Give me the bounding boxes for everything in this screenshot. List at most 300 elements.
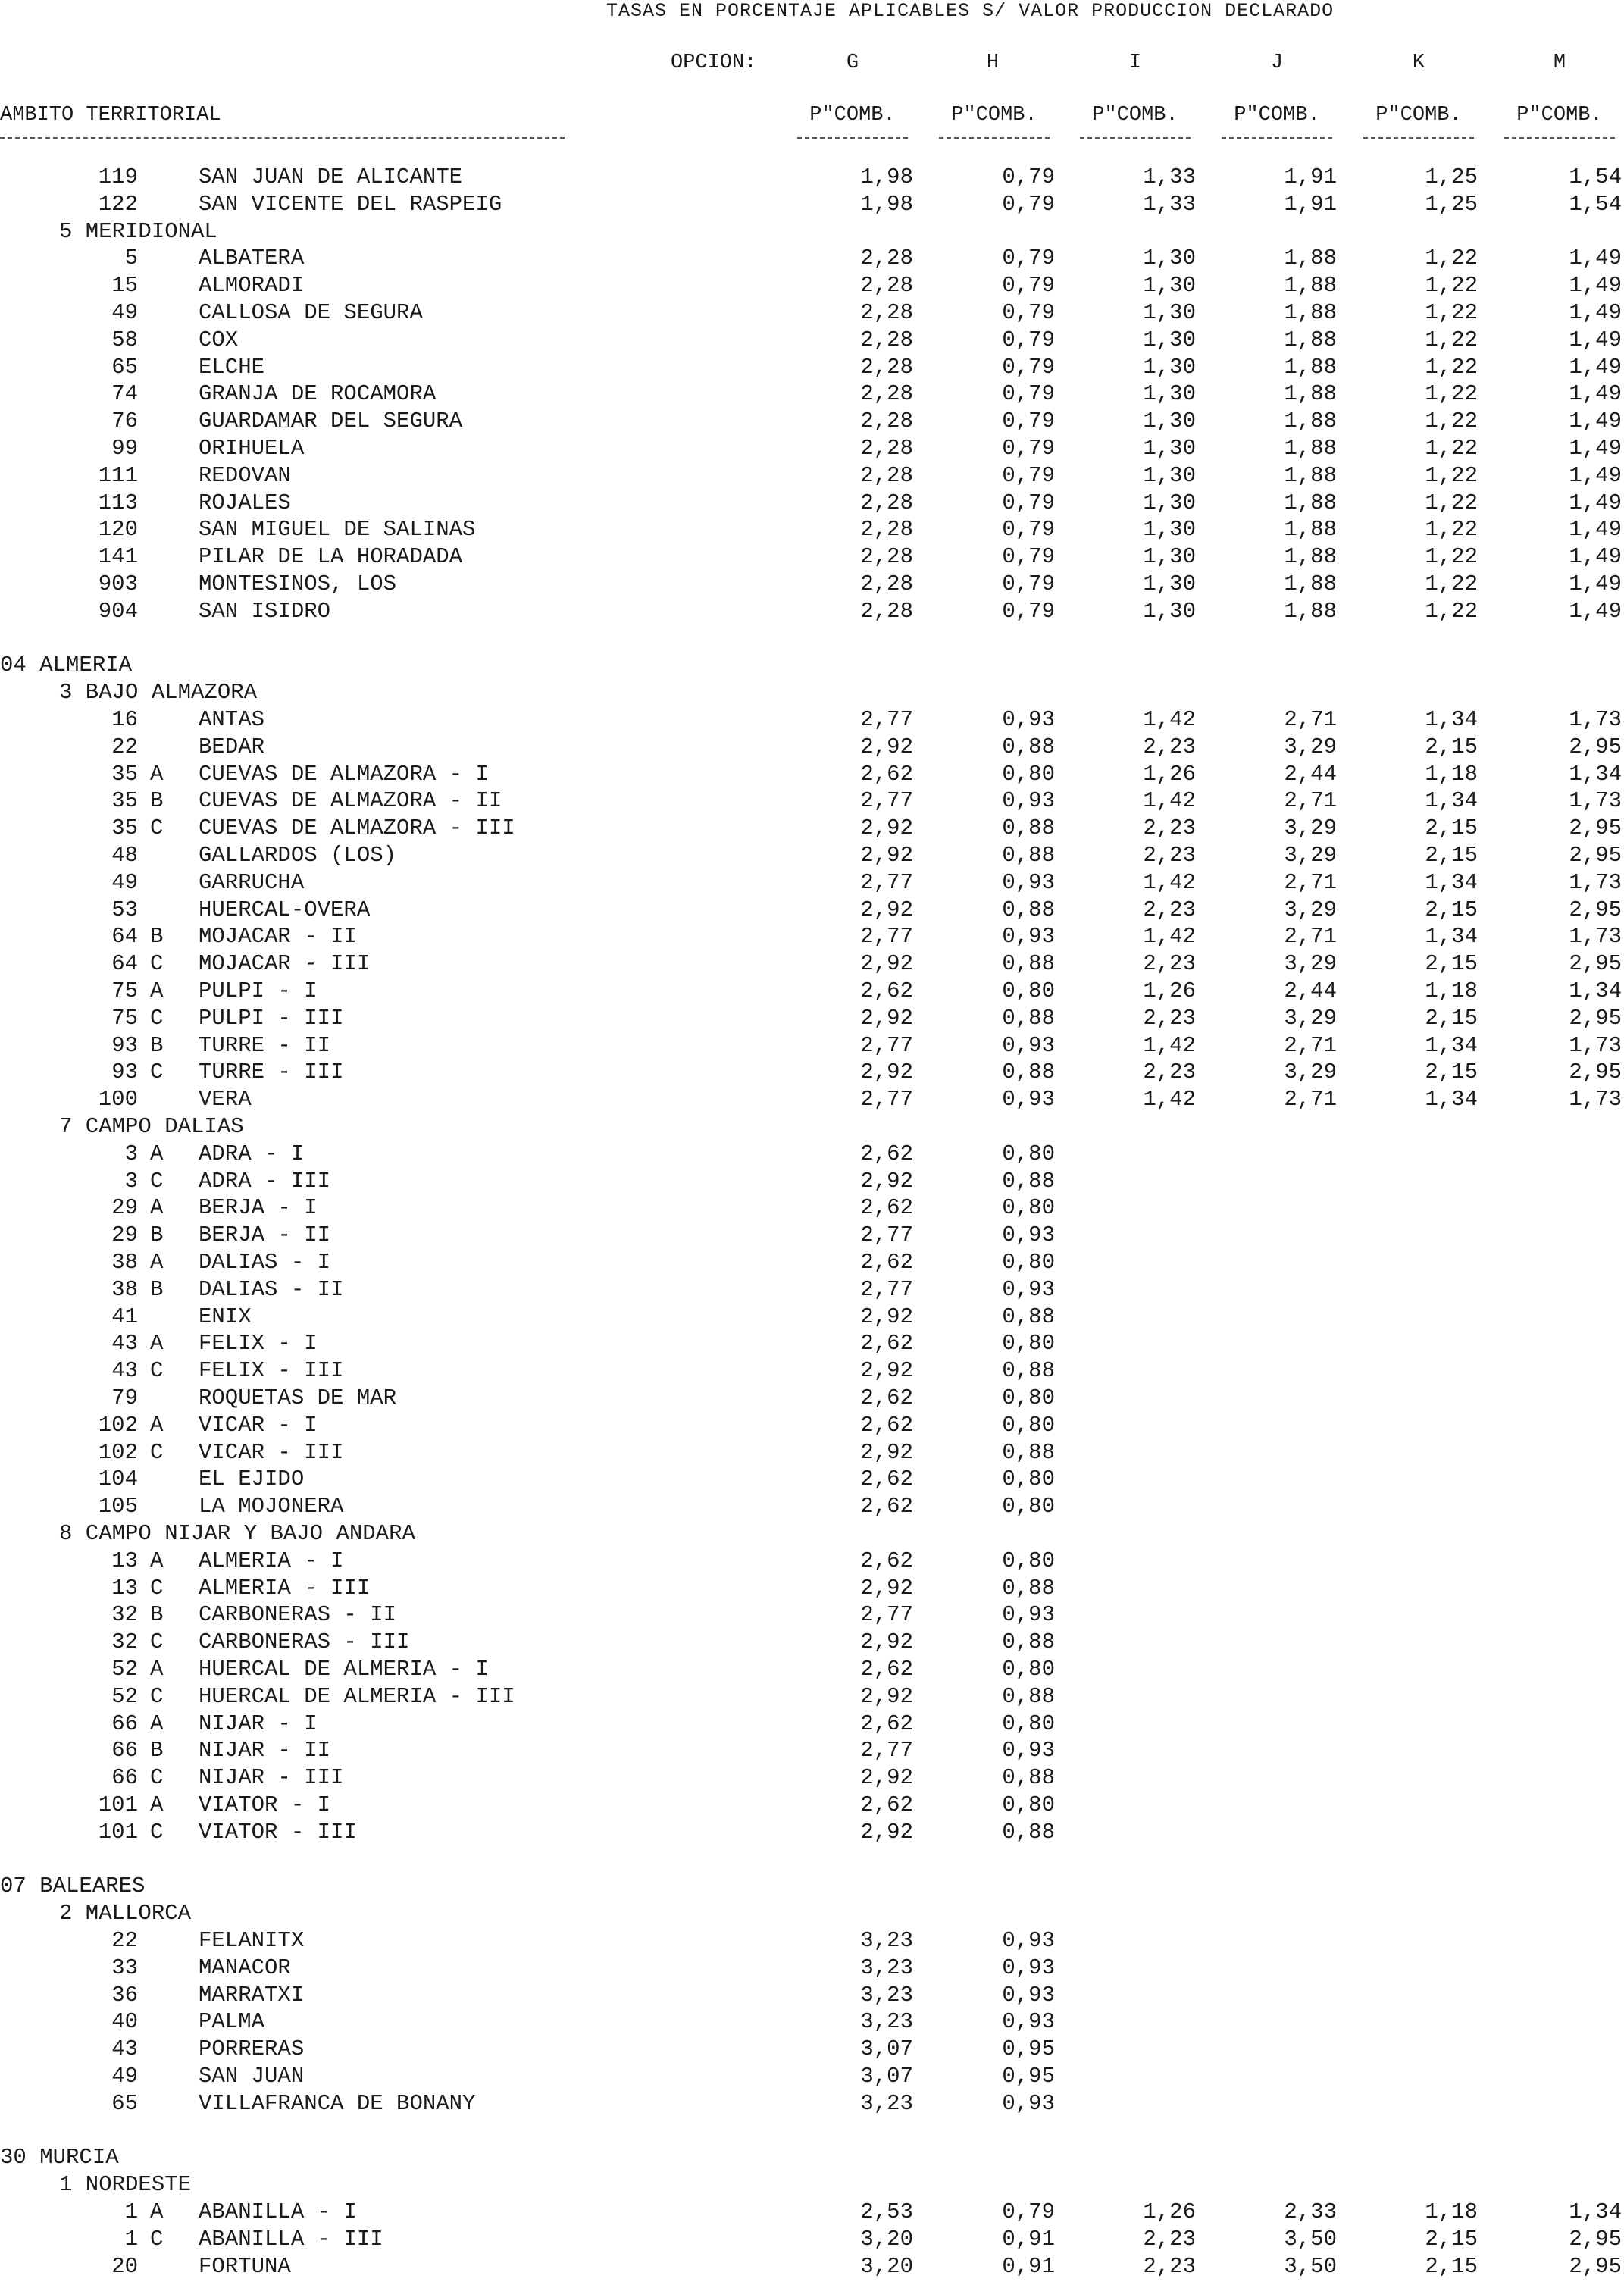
table-row [0, 355, 1624, 382]
municipality-code: 36 [111, 1983, 138, 2008]
municipality-code: 40 [111, 2009, 138, 2034]
rate-value-g: 2,77 [860, 870, 913, 895]
rate-value-j: 3,29 [1284, 897, 1337, 922]
rate-value-g: 2,77 [860, 1033, 913, 1058]
municipality-name: MOJACAR - II [199, 924, 357, 949]
municipality-code: 43 [111, 1331, 138, 1356]
municipality-name: EL EJIDO [199, 1466, 305, 1491]
rate-value-h: 0,91 [1002, 2254, 1055, 2279]
municipality-code: 904 [98, 599, 138, 624]
table-row [0, 436, 1624, 463]
blank-row [0, 1847, 1624, 1874]
municipality-code: 5 [124, 246, 138, 271]
municipality-code: 76 [111, 408, 138, 433]
table-row [0, 1657, 1624, 1684]
municipality-code: 903 [98, 571, 138, 596]
rate-value-h: 0,93 [1002, 1955, 1055, 1980]
municipality-name: GALLARDOS (LOS) [199, 843, 397, 868]
rate-value-i: 1,30 [1143, 544, 1196, 569]
table-row [0, 2064, 1624, 2091]
table-row [0, 517, 1624, 544]
rate-value-k: 1,22 [1425, 246, 1478, 271]
header-divider-i [1080, 137, 1191, 139]
pcomb-header-k: P"COMB. [1375, 104, 1462, 127]
rate-value-k: 2,15 [1425, 2254, 1478, 2279]
rate-value-g: 2,28 [860, 517, 913, 542]
table-row [0, 924, 1624, 951]
rate-value-m: 1,49 [1569, 571, 1622, 596]
municipality-name: LA MOJONERA [199, 1494, 344, 1519]
table-row [0, 1466, 1624, 1494]
header-divider [0, 137, 565, 139]
rate-value-j: 1,88 [1284, 327, 1337, 352]
rate-value-i: 1,30 [1143, 246, 1196, 271]
rate-value-g: 2,53 [860, 2199, 913, 2224]
rate-value-h: 0,93 [1002, 1087, 1055, 1112]
rate-value-g: 2,28 [860, 246, 913, 271]
rate-value-h: 0,93 [1002, 1222, 1055, 1247]
rate-value-i: 1,42 [1143, 924, 1196, 949]
table-row [0, 1304, 1624, 1332]
municipality-name: VIATOR - I [199, 1792, 331, 1817]
zone-suffix: B [150, 1033, 164, 1058]
municipality-code: 79 [111, 1385, 138, 1410]
zone-suffix: C [150, 1820, 164, 1845]
rate-value-h: 0,79 [1002, 436, 1055, 461]
municipality-name: SAN MIGUEL DE SALINAS [199, 517, 476, 542]
municipality-name: ANTAS [199, 707, 265, 732]
rate-value-j: 3,50 [1284, 2227, 1337, 2252]
table-row [0, 951, 1624, 978]
zone-suffix: A [150, 978, 164, 1003]
rate-value-h: 0,79 [1002, 300, 1055, 325]
rate-value-h: 0,80 [1002, 1385, 1055, 1410]
rate-value-g: 2,28 [860, 273, 913, 298]
page-title: TASAS EN PORCENTAJE APLICABLES S/ VALOR PRODUCCION DECLARADO [606, 0, 1335, 22]
pcomb-header-i: P"COMB. [1092, 104, 1178, 127]
rate-value-m: 1,49 [1569, 408, 1622, 433]
rate-value-m: 1,73 [1569, 1033, 1622, 1058]
rate-value-j: 1,88 [1284, 300, 1337, 325]
province-heading [0, 2145, 1624, 2172]
rate-value-h: 0,79 [1002, 571, 1055, 596]
rate-value-g: 2,62 [860, 1466, 913, 1491]
rate-value-h: 0,88 [1002, 1006, 1055, 1031]
rate-value-i: 1,42 [1143, 788, 1196, 813]
rate-value-k: 1,22 [1425, 436, 1478, 461]
heading-label: 7 CAMPO DALIAS [59, 1114, 244, 1139]
municipality-code: 13 [111, 1548, 138, 1573]
table-row [0, 1792, 1624, 1820]
municipality-code: 48 [111, 843, 138, 868]
rate-value-g: 2,77 [860, 788, 913, 813]
table-row [0, 1820, 1624, 1847]
region-heading [0, 680, 1624, 707]
rate-value-m: 1,73 [1569, 1087, 1622, 1112]
rate-value-k: 1,34 [1425, 1033, 1478, 1058]
municipality-name: SAN JUAN [199, 2064, 305, 2089]
rate-value-h: 0,80 [1002, 1413, 1055, 1438]
municipality-name: CARBONERAS - II [199, 1602, 397, 1627]
rate-value-m: 1,49 [1569, 517, 1622, 542]
municipality-code: 105 [98, 1494, 138, 1519]
municipality-name: ROJALES [199, 490, 291, 515]
rate-value-m: 1,49 [1569, 246, 1622, 271]
rate-value-g: 2,62 [860, 1548, 913, 1573]
rate-value-h: 0,80 [1002, 1250, 1055, 1275]
rate-value-k: 2,15 [1425, 1006, 1478, 1031]
municipality-name: FORTUNA [199, 2254, 291, 2279]
municipality-name: SAN JUAN DE ALICANTE [199, 164, 463, 189]
heading-label: 3 BAJO ALMAZORA [59, 680, 258, 705]
rate-value-g: 2,28 [860, 544, 913, 569]
zone-suffix: A [150, 1548, 164, 1573]
rate-value-k: 1,22 [1425, 408, 1478, 433]
rate-value-g: 2,92 [860, 1684, 913, 1709]
header-divider-h [939, 137, 1050, 139]
rate-value-h: 0,79 [1002, 355, 1055, 380]
rate-value-g: 3,23 [860, 2091, 913, 2116]
municipality-name: ELCHE [199, 355, 265, 380]
municipality-name: PULPI - I [199, 978, 318, 1003]
rate-value-h: 0,79 [1002, 544, 1055, 569]
rate-value-j: 2,71 [1284, 1087, 1337, 1112]
rate-value-g: 3,23 [860, 2009, 913, 2034]
rate-value-m: 2,95 [1569, 843, 1622, 868]
heading-label: 07 BALEARES [0, 1873, 146, 1898]
zone-suffix: A [150, 1711, 164, 1736]
zone-suffix: C [150, 1684, 164, 1709]
municipality-code: 32 [111, 1602, 138, 1627]
rate-value-m: 1,34 [1569, 762, 1622, 787]
rate-value-m: 1,49 [1569, 381, 1622, 406]
municipality-code: 66 [111, 1711, 138, 1736]
table-row [0, 1413, 1624, 1440]
municipality-code: 43 [111, 1358, 138, 1383]
municipality-code: 58 [111, 327, 138, 352]
rate-value-g: 2,28 [860, 490, 913, 515]
municipality-name: COX [199, 327, 239, 352]
rate-value-i: 1,30 [1143, 355, 1196, 380]
rate-value-g: 2,28 [860, 571, 913, 596]
zone-suffix: C [150, 1358, 164, 1383]
header-divider-g [797, 137, 908, 139]
rate-value-i: 2,23 [1143, 2227, 1196, 2252]
rate-value-h: 0,88 [1002, 1358, 1055, 1383]
municipality-name: ALMERIA - III [199, 1576, 371, 1601]
rate-value-g: 2,92 [860, 1059, 913, 1085]
municipality-name: CUEVAS DE ALMAZORA - II [199, 788, 502, 813]
table-row [0, 707, 1624, 734]
municipality-name: ADRA - I [199, 1141, 305, 1166]
rate-value-g: 2,62 [860, 762, 913, 787]
municipality-code: 35 [111, 788, 138, 813]
rate-value-i: 1,26 [1143, 2199, 1196, 2224]
municipality-name: NIJAR - II [199, 1738, 331, 1763]
municipality-code: 15 [111, 273, 138, 298]
municipality-name: CARBONERAS - III [199, 1629, 410, 1654]
rate-value-h: 0,93 [1002, 788, 1055, 813]
table-row [0, 273, 1624, 300]
rate-value-i: 2,23 [1143, 897, 1196, 922]
municipality-name: VERA [199, 1087, 252, 1112]
rate-value-h: 0,88 [1002, 951, 1055, 976]
heading-label: 2 MALLORCA [59, 1901, 192, 1926]
rate-value-h: 0,79 [1002, 517, 1055, 542]
rate-value-i: 2,23 [1143, 1006, 1196, 1031]
rate-value-g: 2,62 [860, 1792, 913, 1817]
rate-value-j: 2,44 [1284, 978, 1337, 1003]
zone-suffix: C [150, 1765, 164, 1790]
rate-value-h: 0,80 [1002, 978, 1055, 1003]
rate-value-j: 3,29 [1284, 843, 1337, 868]
rate-value-m: 1,49 [1569, 273, 1622, 298]
rate-value-m: 2,95 [1569, 951, 1622, 976]
municipality-name: HUERCAL DE ALMERIA - I [199, 1657, 489, 1682]
zone-suffix: A [150, 2199, 164, 2224]
rate-value-g: 3,23 [860, 1983, 913, 2008]
municipality-code: 35 [111, 762, 138, 787]
rate-value-h: 0,80 [1002, 1792, 1055, 1817]
municipality-code: 20 [111, 2254, 138, 2279]
rate-value-h: 0,80 [1002, 1141, 1055, 1166]
municipality-code: 49 [111, 300, 138, 325]
table-row [0, 1576, 1624, 1603]
table-row [0, 463, 1624, 490]
table-row [0, 1765, 1624, 1792]
rate-value-h: 0,88 [1002, 1304, 1055, 1329]
rate-value-j: 1,88 [1284, 571, 1337, 596]
table-row [0, 1087, 1624, 1114]
municipality-name: ALBATERA [199, 246, 305, 271]
rate-value-g: 2,92 [860, 1576, 913, 1601]
rate-value-j: 3,29 [1284, 1059, 1337, 1085]
zone-suffix: C [150, 951, 164, 976]
municipality-code: 38 [111, 1250, 138, 1275]
rate-value-k: 1,34 [1425, 788, 1478, 813]
rate-value-g: 2,77 [860, 1277, 913, 1302]
municipality-name: SAN ISIDRO [199, 599, 331, 624]
option-h-header: H [986, 52, 1000, 74]
rate-value-j: 2,71 [1284, 1033, 1337, 1058]
rate-value-g: 2,92 [860, 1169, 913, 1194]
table-row [0, 762, 1624, 789]
zone-suffix: A [150, 1413, 164, 1438]
zone-suffix: A [150, 1250, 164, 1275]
rate-value-g: 3,23 [860, 1928, 913, 1953]
rate-value-j: 2,71 [1284, 924, 1337, 949]
rate-value-m: 1,49 [1569, 490, 1622, 515]
rate-value-h: 0,88 [1002, 1820, 1055, 1845]
municipality-name: VICAR - III [199, 1440, 344, 1465]
region-heading [0, 2172, 1624, 2199]
rate-value-h: 0,88 [1002, 1765, 1055, 1790]
rate-value-h: 0,93 [1002, 1983, 1055, 2008]
rate-value-m: 2,95 [1569, 815, 1622, 840]
municipality-name: PILAR DE LA HORADADA [199, 544, 463, 569]
rate-value-g: 3,07 [860, 2036, 913, 2061]
municipality-code: 66 [111, 1738, 138, 1763]
rate-value-k: 2,15 [1425, 897, 1478, 922]
rate-value-h: 0,93 [1002, 2091, 1055, 2116]
rate-value-g: 3,07 [860, 2064, 913, 2089]
rate-value-i: 1,42 [1143, 1033, 1196, 1058]
rate-value-g: 2,77 [860, 707, 913, 732]
rate-value-k: 1,22 [1425, 381, 1478, 406]
municipality-code: 99 [111, 436, 138, 461]
heading-label: 1 NORDESTE [59, 2172, 192, 2197]
municipality-code: 101 [98, 1820, 138, 1845]
rate-value-h: 0,93 [1002, 2009, 1055, 2034]
rate-value-h: 0,79 [1002, 327, 1055, 352]
rate-value-h: 0,79 [1002, 408, 1055, 433]
heading-label: 30 MURCIA [0, 2145, 119, 2170]
rate-value-h: 0,80 [1002, 762, 1055, 787]
rate-value-m: 1,49 [1569, 327, 1622, 352]
pcomb-header-m: P"COMB. [1516, 104, 1603, 127]
table-row [0, 1548, 1624, 1576]
rate-value-g: 2,28 [860, 327, 913, 352]
rate-value-g: 2,92 [860, 951, 913, 976]
table-row [0, 897, 1624, 925]
municipality-code: 22 [111, 734, 138, 759]
rate-value-g: 2,62 [860, 1141, 913, 1166]
table-row [0, 164, 1624, 192]
rate-value-h: 0,93 [1002, 1928, 1055, 1953]
rate-value-i: 2,23 [1143, 815, 1196, 840]
rate-value-m: 1,34 [1569, 2199, 1622, 2224]
rate-value-g: 2,77 [860, 1222, 913, 1247]
zone-suffix: C [150, 1059, 164, 1085]
rate-value-k: 1,34 [1425, 870, 1478, 895]
rate-value-g: 2,28 [860, 463, 913, 488]
rate-value-m: 2,95 [1569, 734, 1622, 759]
rate-value-h: 0,80 [1002, 1195, 1055, 1220]
rate-value-i: 2,23 [1143, 2254, 1196, 2279]
municipality-code: 75 [111, 978, 138, 1003]
municipality-code: 1 [124, 2199, 138, 2224]
rate-value-j: 1,88 [1284, 517, 1337, 542]
municipality-name: VICAR - I [199, 1413, 318, 1438]
rate-value-g: 2,77 [860, 1602, 913, 1627]
region-heading [0, 219, 1624, 246]
zone-suffix: B [150, 1277, 164, 1302]
table-row [0, 734, 1624, 762]
rate-value-g: 1,98 [860, 192, 913, 217]
rate-value-g: 2,28 [860, 599, 913, 624]
option-i-header: I [1128, 52, 1142, 74]
rate-value-g: 2,62 [860, 1657, 913, 1682]
rate-value-m: 1,49 [1569, 436, 1622, 461]
table-row [0, 1222, 1624, 1250]
table-row [0, 1928, 1624, 1955]
rate-value-h: 0,88 [1002, 1629, 1055, 1654]
municipality-code: 102 [98, 1440, 138, 1465]
municipality-name: MANACOR [199, 1955, 291, 1980]
municipality-code: 52 [111, 1657, 138, 1682]
municipality-code: 29 [111, 1195, 138, 1220]
rate-value-g: 2,92 [860, 1440, 913, 1465]
rate-value-m: 2,95 [1569, 2254, 1622, 2279]
rate-value-j: 1,88 [1284, 381, 1337, 406]
municipality-name: PALMA [199, 2009, 265, 2034]
rate-value-g: 2,92 [860, 815, 913, 840]
rate-value-i: 1,30 [1143, 300, 1196, 325]
table-row [0, 490, 1624, 518]
rate-value-j: 1,88 [1284, 436, 1337, 461]
option-m-header: M [1553, 52, 1566, 74]
municipality-code: 93 [111, 1033, 138, 1058]
rate-value-i: 1,26 [1143, 978, 1196, 1003]
rate-value-i: 1,26 [1143, 762, 1196, 787]
rate-value-h: 0,93 [1002, 924, 1055, 949]
rate-value-k: 2,15 [1425, 951, 1478, 976]
zone-suffix: B [150, 788, 164, 813]
municipality-code: 3 [124, 1169, 138, 1194]
municipality-code: 93 [111, 1059, 138, 1085]
rate-value-h: 0,88 [1002, 734, 1055, 759]
table-row [0, 1277, 1624, 1304]
municipality-code: 64 [111, 924, 138, 949]
municipality-code: 22 [111, 1928, 138, 1953]
municipality-name: ABANILLA - III [199, 2227, 383, 2252]
zone-suffix: C [150, 815, 164, 840]
rate-value-m: 2,95 [1569, 2227, 1622, 2252]
rate-value-j: 3,50 [1284, 2254, 1337, 2279]
rate-value-i: 1,30 [1143, 381, 1196, 406]
rate-value-m: 1,54 [1569, 192, 1622, 217]
municipality-name: ADRA - III [199, 1169, 331, 1194]
table-row [0, 381, 1624, 408]
table-row [0, 1358, 1624, 1385]
rate-value-j: 3,29 [1284, 734, 1337, 759]
rate-value-k: 1,22 [1425, 599, 1478, 624]
region-heading [0, 1521, 1624, 1548]
option-k-header: K [1412, 52, 1425, 74]
rate-value-k: 2,15 [1425, 734, 1478, 759]
rate-value-k: 1,22 [1425, 517, 1478, 542]
rate-value-g: 3,20 [860, 2254, 913, 2279]
municipality-code: 66 [111, 1765, 138, 1790]
municipality-code: 119 [98, 164, 138, 189]
zone-suffix: B [150, 1602, 164, 1627]
rate-value-k: 1,22 [1425, 355, 1478, 380]
blank-row [0, 626, 1624, 653]
zone-suffix: C [150, 1440, 164, 1465]
municipality-name: REDOVAN [199, 463, 291, 488]
table-row [0, 408, 1624, 436]
province-heading [0, 653, 1624, 680]
rate-value-m: 2,95 [1569, 1006, 1622, 1031]
rate-value-g: 2,28 [860, 408, 913, 433]
rate-value-g: 2,28 [860, 355, 913, 380]
territory-header: AMBITO TERRITORIAL [0, 104, 221, 127]
rate-value-j: 1,91 [1284, 164, 1337, 189]
zone-suffix: A [150, 1331, 164, 1356]
table-row [0, 1494, 1624, 1521]
rate-value-g: 2,92 [860, 1820, 913, 1845]
municipality-name: FELIX - I [199, 1331, 318, 1356]
municipality-name: HUERCAL DE ALMERIA - III [199, 1684, 515, 1709]
header-divider-j [1222, 137, 1332, 139]
rate-value-g: 2,92 [860, 843, 913, 868]
rate-value-h: 0,95 [1002, 2036, 1055, 2061]
zone-suffix: A [150, 1195, 164, 1220]
zone-suffix: B [150, 924, 164, 949]
table-row [0, 978, 1624, 1006]
municipality-code: 65 [111, 355, 138, 380]
municipality-name: VILLAFRANCA DE BONANY [199, 2091, 476, 2116]
